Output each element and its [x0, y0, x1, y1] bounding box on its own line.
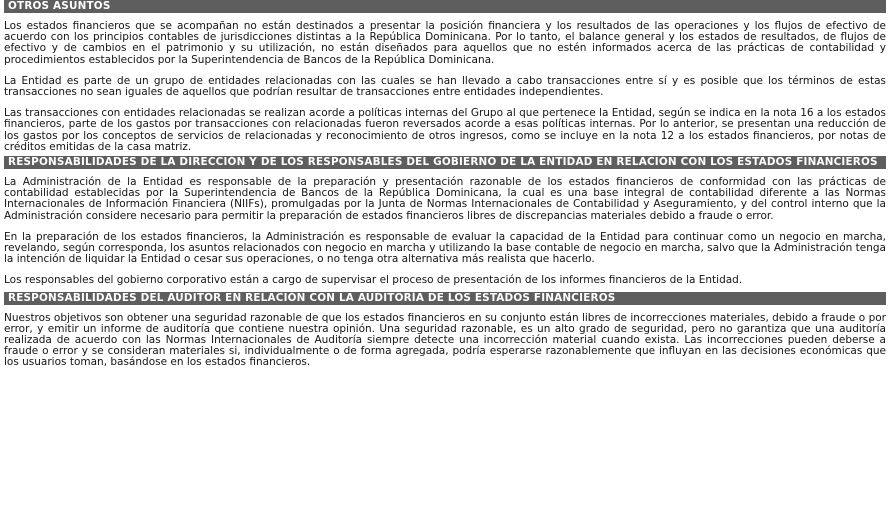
- paragraph: La Entidad es parte de un grupo de entidades relacionadas con las cuales se han llevado a cabo transacciones entre sí y es posible que los términos de estas transacciones no sean iguales de aquellos que podrían resultar de transacciones entre entidades independientes.: [4, 74, 886, 99]
- section-header-responsabilidades-direccion: RESPONSABILIDADES DE LA DIRECCIÓN Y DE LOS RESPONSABLES DEL GOBIERNO DE LA ENTIDAD EN RELACIÓN CON LOS ESTADOS FINANCIEROS: [4, 156, 886, 169]
- section-header-otros-asuntos: OTROS ASUNTOS: [4, 0, 886, 13]
- paragraph: La Administración de la Entidad es responsable de la preparación y presentación razonable de los estados financieros de conformidad con las prácticas de contabilidad establecidas por la Superintendencia de Bancos de la República Dominicana, la cual es una base integral de contabilidad diferente a las Normas Internacionales de Información Financiera (NIIFs), promulgadas por la Junta de Normas Internacionales de Contabilidad y Aseguramiento, y del control interno que la Administración considere necesario para permitir la preparación de estados financieros libres de discrepancias materiales debido a fraude o error.: [4, 176, 886, 222]
- paragraph: Nuestros objetivos son obtener una seguridad razonable de que los estados financieros en su conjunto están libres de incorrecciones materiales, debido a fraude o por error, y emitir un informe de auditoría que contiene nuestra opinión. Una seguridad razonable, es un alto grado de seguridad, pero no garantiza que una auditoría realizada de acuerdo con las Normas Internacionales de Auditoría siempre detecte una incorrección material cuando exista. Las incorrecciones pueden deberse a fraude o error y se consideran materiales si, individualmente o de forma agregada, podría esperarse razonablemente que influyan en las decisiones económicas que los usuarios toman, basándose en los estados financieros.: [4, 311, 886, 369]
- paragraph: Los estados financieros que se acompañan no están destinados a presentar la posición financiera y los resultados de las operaciones y los flujos de efectivo de acuerdo con los principios contables de jurisdicciones distintas a la República Dominicana. Por lo tanto, el balance general y los estados de resultados, de flujos de efectivo y de cambios en el patrimonio y su utilización, no están diseñados para aquellos que no estén informados acerca de las prácticas de contabilidad y procedimientos establecidos por la Superintendencia de Bancos de la República Dominicana.: [4, 20, 886, 66]
- paragraph: Los responsables del gobierno corporativo están a cargo de supervisar el proceso de presentación de los informes financieros de la Entidad.: [4, 274, 743, 287]
- paragraph: En la preparación de los estados financieros, la Administración es responsable de evaluar la capacidad de la Entidad para continuar como un negocio en marcha, revelando, según corresponda, los asuntos relacionados con negocio en marcha y utilizando la base contable de negocio en marcha, salvo que la Administración tenga la intención de liquidar la Entidad o cesar sus operaciones, o no tenga otra alternativa más realista que hacerlo.: [4, 230, 886, 266]
- section-header-responsabilidades-auditor: RESPONSABILIDADES DEL AUDITOR EN RELACIÓN CON LA AUDITORÍA DE LOS ESTADOS FINANCIEROS: [4, 292, 886, 305]
- paragraph: Las transacciones con entidades relacionadas se realizan acorde a políticas internas del Grupo al que pertenece la Entidad, según se indica en la nota 16 a los estados financieros, parte de los gastos por transacciones con relacionadas fueron reversados acorde a esas políticas internas. Por lo anterior, se presentan una reducción de los gastos por los conceptos de servicios de relacionadas y reconocimiento de otros ingresos, como se incluye en la nota 12 a los estados financieros, por notas de créditos emitidas de la casa matriz.: [4, 107, 886, 153]
